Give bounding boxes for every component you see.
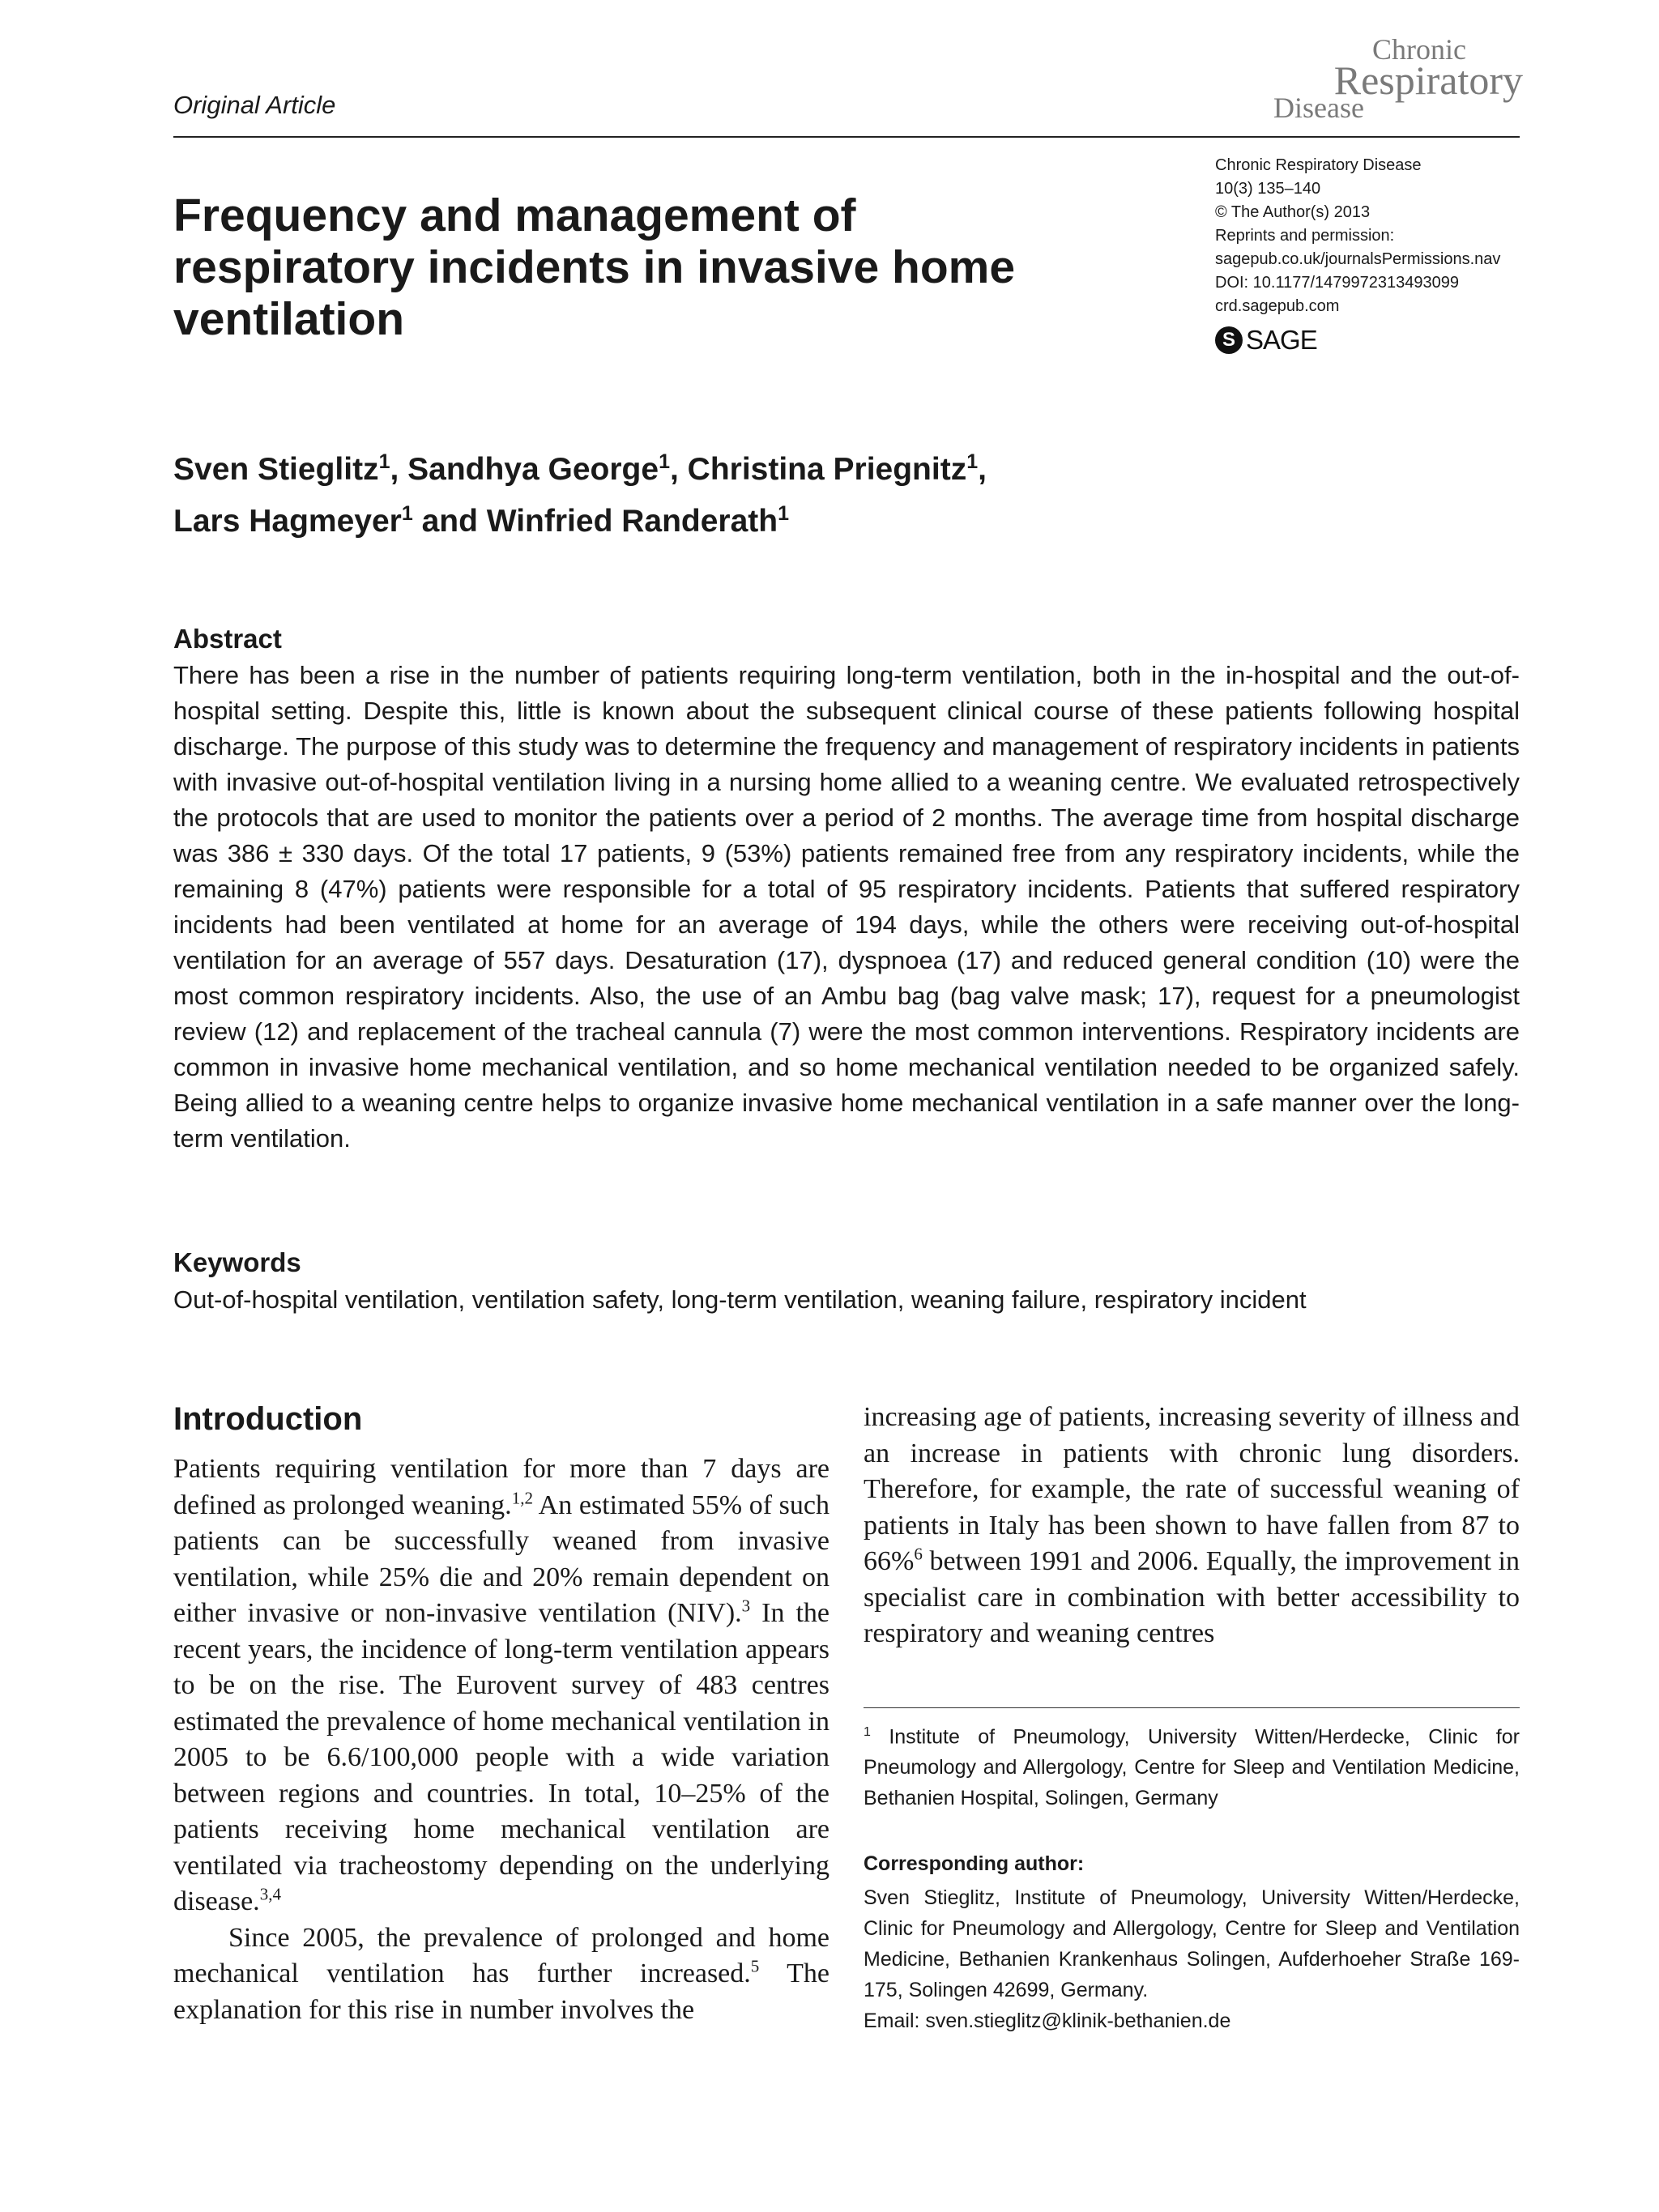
keywords-text: Out-of-hospital ventilation, ventilation safety, long-term ventilation, weaning failure, respiratory incident	[173, 1285, 1307, 1314]
author-affiliation-mark: 1	[778, 502, 789, 525]
header-divider	[173, 136, 1520, 138]
affiliation-footnote	[864, 1717, 1520, 1813]
introduction-column-right	[864, 1400, 1520, 1652]
doi-line[interactable]: DOI: 10.1177/1479972313493099	[1215, 274, 1460, 292]
citation-marker: 6	[914, 1544, 923, 1564]
sage-wordmark: SAGE	[1246, 325, 1317, 355]
journal-website-link[interactable]: crd.sagepub.com	[1215, 297, 1340, 315]
abstract-text: There has been a rise in the number of patients requiring long-term ventilation, both in the in-hospital and the out-of-hospital setting. Despite this, little is known about the subsequent clinical course of these patients following hospital discharge. The purpose of this study was to determine the frequency and management of respiratory incidents in patients with invasive out-of-hospital ventilation living in a nursing home allied to a weaning centre. We evaluated retrospectively the protocols that are used to monitor the patients over a period of 2 months. The average time from hospital discharge was 386 ± 330 days. Of the total 17 patients, 9 (53%) patients remained free from any respiratory incidents, while the remaining 8 (47%) patients were responsible for a total of 95 respiratory incidents. Patients that suffered respiratory incidents had been ventilated at home for an average of 194 days, while the others were receiving out-of-hospital ventilation for an average of 557 days. Desaturation (17), dyspnoea (17) and reduced general condition (10) were the most common respiratory incidents. Also, the use of an Ambu bag (bag valve mask; 17), request for a pneumologist review (12) and replacement of the tracheal cannula (7) were the most common interventions. Respiratory incidents are common in invasive home mechanical ventilation, and so home mechanical ventilation needed to be organized safely. Being allied to a weaning centre helps to organize invasive home mechanical ventilation in a safe manner over the long-term ventilation.	[173, 661, 1520, 1153]
permissions-link[interactable]: sagepub.co.uk/journalsPermissions.nav	[1215, 250, 1501, 268]
introduction-heading: Introduction	[173, 1401, 363, 1437]
article-title: Frequency and management of respiratory incidents in invasive home ventilation	[173, 190, 1016, 345]
article-type-label: Original Article	[173, 91, 336, 119]
intro-paragraph-1: Patients requiring ventilation for more than 7 days are defined as prolonged weaning.$^{1,2}$ An estimated 55% of such patients can be successfully weaned from invasive ventilation, while 25% die and 20% remain dependent on either invasive or non-invasive ventilation (NIV).$^3$ In the recent years, the incidence of long-term ventilation appears to be on the rise. The Eurovent survey of 483 centres estimated the prevalence of home mechanical ventilation in 2005 to be 6.6/100,000 people with a wide variation between regions and countries. In total, 10–25% of the patients receiving home mechanical ventilation are ventilated via tracheostomy depending on the underlying disease.$^{3,4}$	[173, 1454, 830, 1916]
citation-marker: 3,4	[259, 1884, 281, 1904]
corresponding-author-block	[864, 1882, 1520, 2036]
logo-line-chronic: Chronic	[1372, 33, 1466, 66]
corresponding-author-email[interactable]: Email: sven.stieglitz@klinik-bethanien.de	[864, 2010, 1231, 2032]
author-list: Sven Stieglitz$^1$, Sandhya George$^1$, Christina Priegnitz$^1$, Lars Hagmeyer$^1$ and Winfried Randerath$^1$	[173, 450, 987, 539]
corresponding-author-address: Sven Stieglitz, Institute of Pneumology, University Witten/Herdecke, Clinic for Pneumology and Allergology, Centre for Sleep and Ventilation Medicine, Bethanien Krankenhaus Solingen, Aufderhoeher Straße 169-175, Solingen 42699, Germany.	[864, 1886, 1520, 2001]
reprints-label: Reprints and permission:	[1215, 227, 1395, 245]
journal-name: Chronic Respiratory Disease	[1215, 156, 1422, 174]
author-affiliation-mark: 1	[659, 450, 670, 473]
citation-marker: 3	[741, 1596, 751, 1616]
author-affiliation-mark: 1	[966, 450, 979, 473]
journal-logo	[1247, 29, 1523, 126]
affiliation-mark: 1	[864, 1725, 871, 1739]
footnote-divider	[864, 1707, 1520, 1708]
intro-paragraph-3: increasing age of patients, increasing severity of illness and an increase in patients with chronic lung disorders. Therefore, for example, the rate of successful weaning of patients in Italy has been shown to have fallen from 87 to 66%$^6$ between 1991 and 2006. Equally, the improvement in specialist care in combination with better accessibility to respiratory and weaning centres	[864, 1402, 1520, 1648]
logo-line-disease: Disease	[1273, 92, 1364, 124]
journal-volume: 10(3) 135–140	[1215, 180, 1321, 198]
copyright-line: © The Author(s) 2013	[1215, 203, 1371, 221]
sage-s-icon: S	[1215, 326, 1243, 354]
author-affiliation-mark: 1	[378, 450, 390, 473]
affiliation-text: Institute of Pneumology, University Witten/Herdecke, Clinic for Pneumology and Allergology, Centre for Sleep and Ventilation Medicine, Bethanien Hospital, Solingen, Germany	[864, 1725, 1520, 1810]
journal-info	[1215, 154, 1523, 318]
author-name: Sven Stieglitz	[173, 452, 379, 487]
introduction-column-left	[173, 1451, 830, 2028]
citation-marker: 5	[750, 1956, 760, 1976]
author-name: Christina Priegnitz	[687, 452, 967, 487]
author-affiliation-mark: 1	[401, 502, 413, 525]
author-name: Sandhya George	[407, 452, 659, 487]
abstract-heading: Abstract	[173, 624, 282, 654]
citation-marker: 1,2	[511, 1488, 533, 1508]
logo-line-respiratory: Respiratory	[1333, 58, 1523, 103]
author-name: Winfried Randerath	[486, 504, 778, 539]
sage-logo	[1215, 324, 1317, 356]
author-name: Lars Hagmeyer	[173, 504, 402, 539]
keywords-heading: Keywords	[173, 1247, 301, 1277]
intro-paragraph-2: Since 2005, the prevalence of prolonged and home mechanical ventilation has further increased.$^5$ The explanation for this rise in number involves the	[173, 1922, 830, 2025]
corresponding-author-heading: Corresponding author:	[864, 1852, 1085, 1875]
